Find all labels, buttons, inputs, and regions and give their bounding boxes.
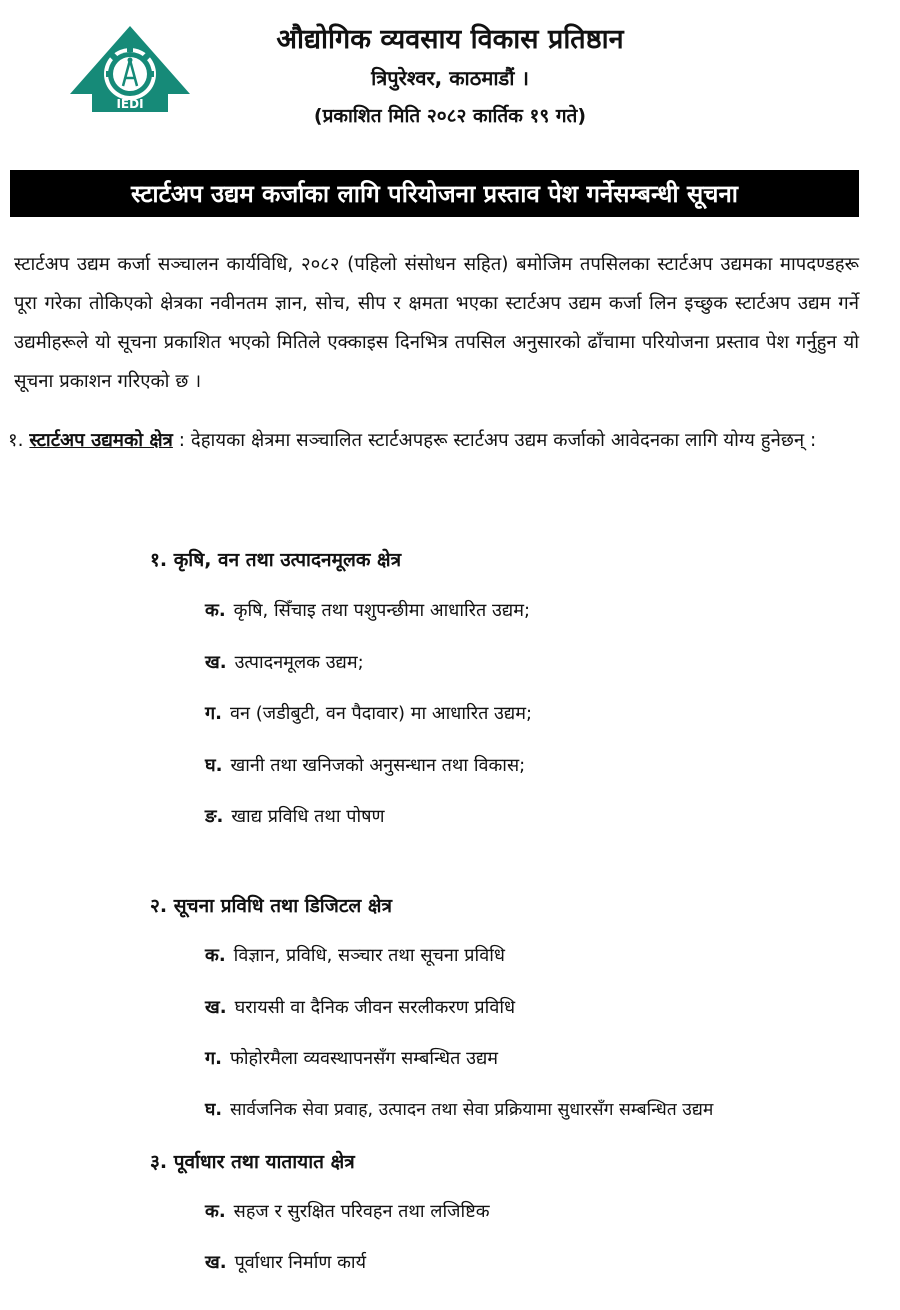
list-item: ख. उत्पादनमूलक उद्यम; [205,652,364,673]
list-item: ख. पूर्वाधार निर्माण कार्य [205,1252,367,1273]
organization-address: त्रिपुरेश्वर, काठमाडौं । [371,66,529,90]
intro-paragraph: स्टार्टअप उद्यम कर्जा सञ्चालन कार्यविधि, २०८२ (पहिलो संसोधन सहित) बमोजिम तपसिलका स्टार्टअप उद्यमका मापदण्डहरू पूरा गरेका तोकिएको क्षेत्रका नवीनतम ज्ञान, सोच, सीप र क्षमता भएका स्टार्टअप उद्यम कर्जा लिन इच्छुक स्टार्टअप उद्यम गर्ने उद्यमीहरूले यो सूचना प्रकाशित भएको मितिले एक्काइस दिनभित्र तपसिल अनुसारको ढाँचामा परियोजना प्रस्ताव पेश गर्नुहुन यो सूचना प्रकाशन गरिएको छ । [14,254,859,392]
iedi-logo [68,22,192,116]
list-item: घ. सार्वजनिक सेवा प्रवाह, उत्पादन तथा सेवा प्रक्रियामा सुधारसँग सम्बन्धित उद्यम [205,1100,714,1120]
list-item: ग. वन (जडीबुटी, वन पैदावार) मा आधारित उद्यम; [205,703,533,724]
list-item: ङ. खाद्य प्रविधि तथा पोषण [205,806,385,827]
section-startup-sector [8,423,861,459]
published-date: (प्रकाशित मिति २०८२ कार्तिक १९ गते) [313,105,587,127]
category-title: २. सूचना प्रविधि तथा डिजिटल क्षेत्र [150,895,393,917]
list-item: क. सहज र सुरक्षित परिवहन तथा लजिष्टिक [205,1201,490,1222]
svg-text:IEDI: IEDI [116,97,144,111]
section-heading: स्टार्टअप उद्यमको क्षेत्र [29,430,173,451]
list-item: ग. फोहोरमैला व्यवस्थापनसँग सम्बन्धित उद्यम [205,1048,499,1069]
category-title: ३. पूर्वाधार तथा यातायात क्षेत्र [150,1151,355,1173]
letterhead [200,20,700,136]
list-item: ख. घरायसी वा दैनिक जीवन सरलीकरण प्रविधि [205,997,516,1018]
section-text: : देहायका क्षेत्रमा सञ्चालित स्टार्टअपहरू स्टार्टअप उद्यम कर्जाको आवेदनका लागि योग्य हुनेछन् : [178,430,817,451]
category-title: १. कृषि, वन तथा उत्पादनमूलक क्षेत्र [150,549,402,571]
list-item: घ. खानी तथा खनिजको अनुसन्धान तथा विकास; [205,755,526,776]
organization-name: औद्योगिक व्यवसाय विकास प्रतिष्ठान [276,24,624,55]
section-number: १. [8,430,24,451]
list-item: क. विज्ञान, प्रविधि, सञ्चार तथा सूचना प्रविधि [205,945,505,966]
notice-title: स्टार्टअप उद्यम कर्जाका लागि परियोजना प्रस्ताव पेश गर्नेसम्बन्धी सूचना [10,170,859,217]
list-item: क. कृषि, सिँचाइ तथा पशुपन्छीमा आधारित उद्यम; [205,600,531,621]
